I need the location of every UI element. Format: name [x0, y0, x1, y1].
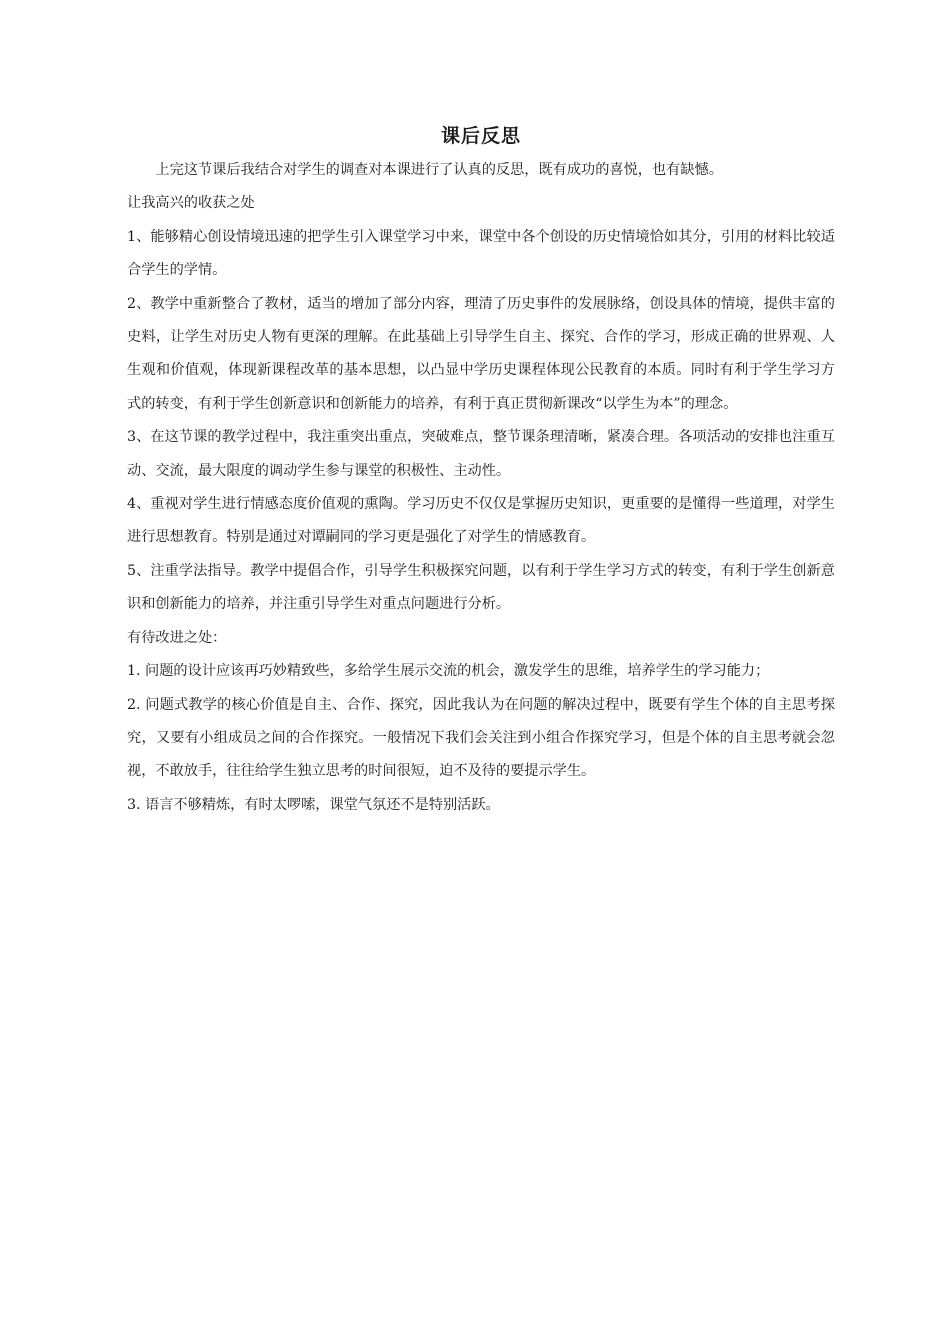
- document-body: [127, 118, 835, 822]
- gain-item-3: 3、在这节课的教学过程中，我注重突出重点，突破难点，整节课条理清晰，紧凑合理。各项活动的安排也注重互动、交流，最大限度的调动学生参与课堂的积极性、主动性。: [127, 429, 835, 479]
- improve-item-1: 1. 问题的设计应该再巧妙精致些，多给学生展示交流的机会，激发学生的思维，培养学生的学习能力；: [127, 663, 770, 680]
- gain-item-1: 1、能够精心创设情境迅速的把学生引入课堂学习中来，课堂中各个创设的历史情境恰如其分，引用的材料比较适合学生的学情。: [127, 228, 835, 279]
- gain-item-2: 2、教学中重新整合了教材，适当的增加了部分内容，理清了历史事件的发展脉络，创设具体的情境，提供丰富的史料，让学生对历史人物有更深的理解。在此基础上引导学生自主、探究、合作的学习，形成正确的世界观、人生观和价值观，体现新课程改革的基本思想，以凸显中学历史课程体现公民教育的本质。同时有利于学生学习方式的转变，有利于学生创新意识和创新能力的培养，有利于真正贯彻新课改“以学生为本”的理念。: [127, 295, 835, 412]
- gain-item-4: 4、重视对学生进行情感态度价值观的熏陶。学习历史不仅仅是掌握历史知识，更重要的是懂得一些道理，对学生进行思想教育。特别是通过对谭嗣同的学习更是强化了对学生的情感教育。: [127, 496, 835, 546]
- gain-item-5: 5、注重学法指导。教学中提倡合作，引导学生积极探究问题，以有利于学生学习方式的转变，有利于学生创新意识和创新能力的培养，并注重引导学生对重点问题进行分析。: [127, 562, 835, 613]
- improve-item-2: 2. 问题式教学的核心价值是自主、合作、探究，因此我认为在问题的解决过程中，既要有学生个体的自主思考探究，又要有小组成员之间的合作探究。一般情况下我们会关注到小组合作探究学习，但是个体的自主思考就会忽视，不敢放手，往往给学生独立思考的时间很短，迫不及待的要提示学生。: [127, 696, 835, 780]
- intro-paragraph: 上完这节课后我结合对学生的调查对本课进行了认真的反思，既有成功的喜悦，也有缺憾。: [155, 162, 723, 178]
- gains-heading: 让我高兴的收获之处: [127, 195, 255, 212]
- improve-item-3: 3. 语言不够精炼，有时太啰嗦，课堂气氛还不是特别活跃。: [127, 796, 500, 813]
- improve-heading: 有待改进之处：: [127, 629, 227, 646]
- page-title: 课后反思: [440, 125, 521, 147]
